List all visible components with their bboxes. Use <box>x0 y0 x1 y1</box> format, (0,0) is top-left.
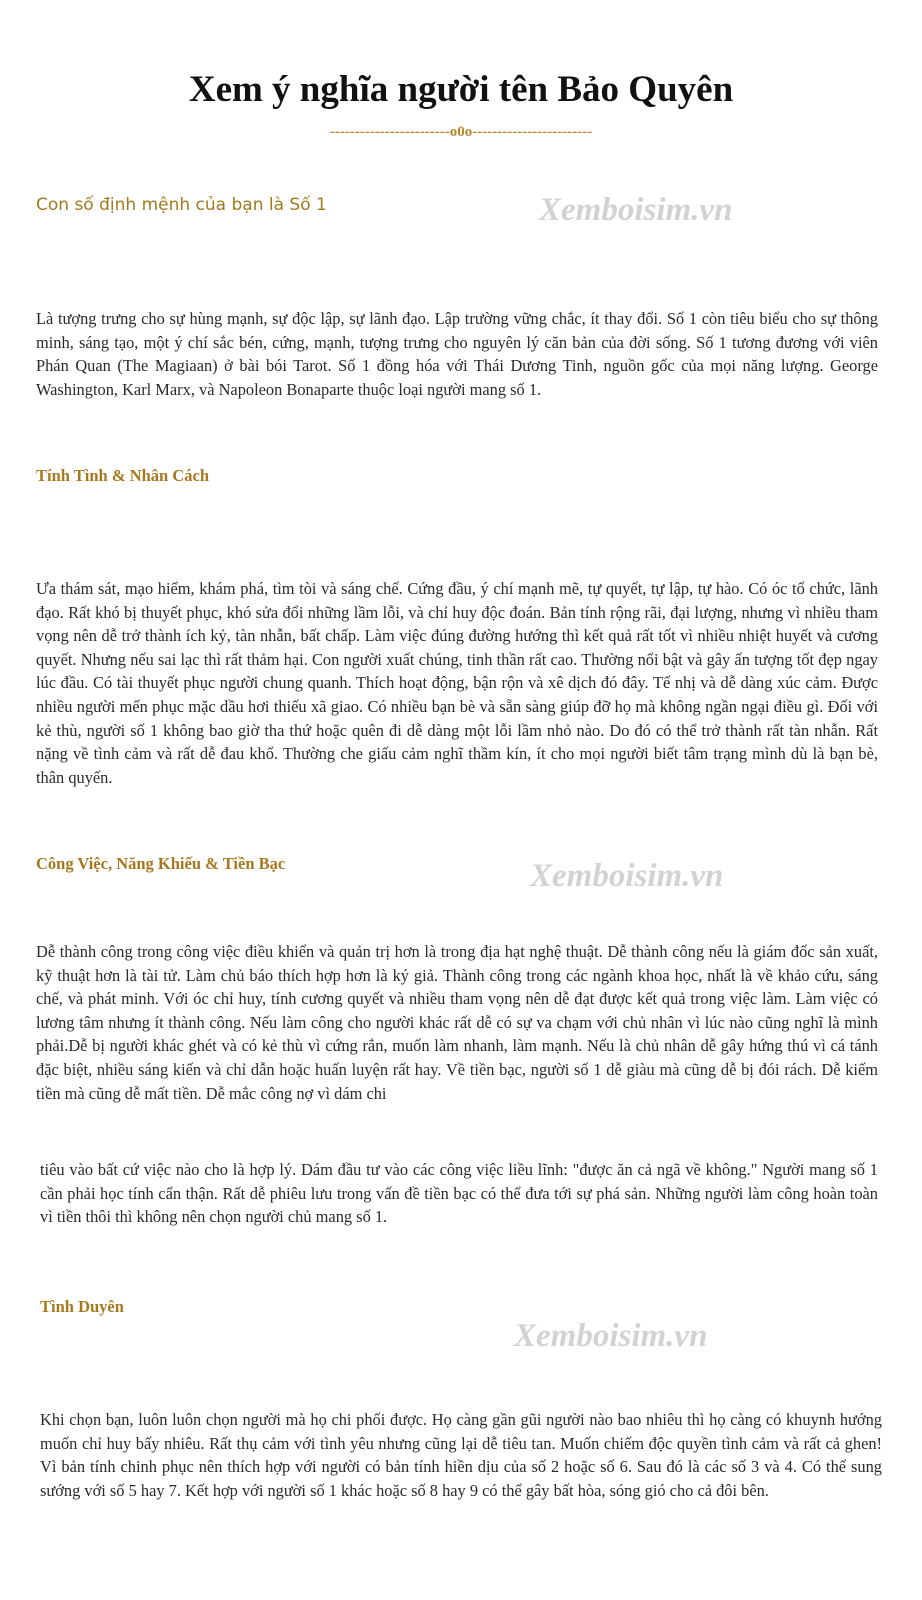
watermark: Xemboisim.vn <box>514 1318 708 1354</box>
personality-paragraph: Ưa thám sát, mạo hiểm, khám phá, tìm tòi và sáng chế. Cứng đầu, ý chí mạnh mẽ, tự quyết, tự lập, tự hào. Có óc tổ chức, lãnh đạo. Rất khó bị thuyết phục, khó sửa đổi những lầm lỗi, và chỉ huy độc đoán. Bản tính rộng rãi, đại lượng, nhưng vì nhiều tham vọng nên dễ trở thành ích kỷ, tàn nhẫn, bất chấp. Làm việc đúng đường hướng thì kết quả rất tốt vì nhiều nhiệt huyết và cương quyết. Nhưng nếu sai lạc thì rất thảm hại. Con người xuất chúng, tinh thần rất cao. Thường nổi bật và gây ấn tượng tốt đẹp ngay lúc đầu. Có tài thuyết phục người chung quanh. Thích hoạt động, bận rộn và xê dịch đó đây. Tế nhị và dễ dàng xúc cảm. Được nhiều người mến phục mặc dầu hơi thiếu xã giao. Có nhiều bạn bè và sẵn sàng giúp đỡ họ mà không ngần ngại điều gì. Đối với kẻ thù, người số 1 không bao giờ tha thứ hoặc quên đi dễ dàng một lỗi lầm nhỏ nào. Do đó có thể trở thành rất tàn nhẫn. Rất nặng về tình cảm và rất dễ đau khổ. Thường che giấu cảm nghĩ thầm kín, ít cho mọi người biết tâm trạng mình dù là bạn bè, thân quyến. <box>36 579 878 787</box>
section-heading-love: Tình Duyên <box>40 1297 124 1316</box>
watermark: Xemboisim.vn <box>539 192 733 228</box>
page-title: Xem ý nghĩa người tên Bảo Quyên <box>188 69 734 110</box>
watermark: Xemboisim.vn <box>530 858 724 894</box>
career-paragraph-continued: tiêu vào bất cứ việc nào cho là hợp lý. Dám đầu tư vào các công việc liều lĩnh: "được ăn cả ngã về không." Người mang số 1 cần phải học tính cẩn thận. Rất dễ phiêu lưu trong vấn đề tiền bạc có thể đưa tới sự phá sản. Những người làm công hoàn toàn vì tiền thôi thì không nên chọn người chủ mang số 1. <box>40 1160 878 1227</box>
career-paragraph: Dễ thành công trong công việc điều khiển và quản trị hơn là trong địa hạt nghệ thuật. Dễ thành công nếu là giám đốc sản xuất, kỹ thuật hơn là tài tử. Làm chủ báo thích hợp hơn là ký giả. Thành công trong các ngành khoa học, nhất là về khảo cứu, sáng chế, và phát minh. Với óc chỉ huy, tính cương quyết và nhiều tham vọng nên dễ đạt được kết quả trong việc làm. Làm việc có lương tâm nhưng ít thành công. Nếu làm công cho người khác rất dễ có sự va chạm với chủ nhân vì lúc nào cũng nghĩ là mình phải.Dễ bị người khác ghét và có kẻ thù vì cứng rắn, muốn làm nhanh, làm mạnh. Nếu là chủ nhân dễ gây hứng thú vì cá tánh đặc biệt, nhiều sáng kiến và chỉ dẫn hoặc huấn luyện rất hay. Về tiền bạc, người số 1 dễ giàu mà cũng dễ bị đói rách. Dễ kiếm tiền mà cũng dễ mất tiền. Dễ mắc công nợ vì dám chi <box>36 942 878 1103</box>
love-paragraph: Khi chọn bạn, luôn luôn chọn người mà họ chi phối được. Họ càng gần gũi người nào bao nhiêu thì họ càng có khuynh hướng muốn chỉ huy bấy nhiêu. Rất thụ cảm với tình yêu nhưng cũng lại dễ tiêu tan. Muốn chiếm độc quyền tình cảm và rất cả ghen! Vì bản tính chinh phục nên thích hợp với người có bản tính hiền dịu của số 2 hoặc số 6. Sau đó là các số 3 và 4. Có thể sung sướng với số 5 hay 7. Kết hợp với người số 1 khác hoặc số 8 hay 9 có thể gây bất hòa, sóng gió cho cả đôi bên. <box>40 1410 882 1500</box>
section-heading-career: Công Việc, Năng Khiếu & Tiền Bạc <box>36 854 286 873</box>
title-divider: ------------------------o0o------------------------ <box>329 124 593 140</box>
intro-paragraph: Là tượng trưng cho sự hùng mạnh, sự độc lập, sự lãnh đạo. Lập trường vững chắc, ít thay đổi. Số 1 còn tiêu biểu cho sự thông minh, sáng tạo, một ý chí sắc bén, cứng, mạnh, tượng trưng cho nguyên lý căn bản của đời sống. Số 1 tương đương với viên Phán Quan (The Magiaan) ở bài bói Tarot. Số 1 đồng hóa với Thái Dương Tinh, nguồn gốc của mọi năng lượng. George Washington, Karl Marx, và Napoleon Bonaparte thuộc loại người mang số 1. <box>36 309 878 399</box>
section-heading-personality: Tính Tình & Nhân Cách <box>36 466 210 485</box>
destiny-number-label: Con số định mệnh của bạn là Số 1 <box>36 195 327 215</box>
